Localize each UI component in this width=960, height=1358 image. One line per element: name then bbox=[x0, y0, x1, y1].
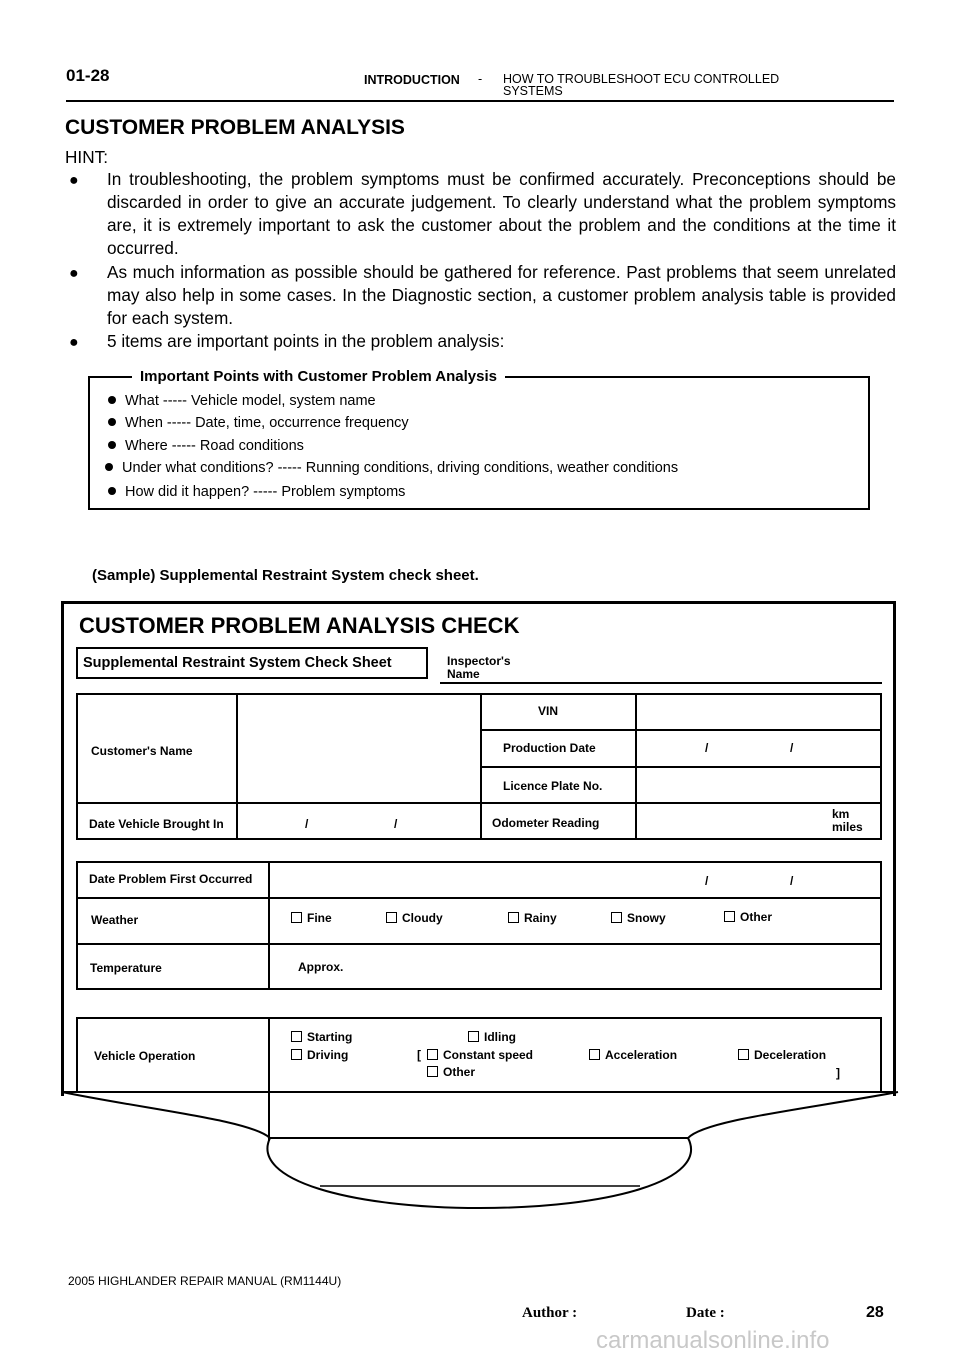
sheet-continuation-drawing bbox=[60, 1090, 900, 1220]
sample-caption: (Sample) Supplemental Restraint System check sheet. bbox=[92, 567, 479, 584]
production-date-slash: / bbox=[705, 741, 709, 755]
op-other-label: Other bbox=[443, 1065, 476, 1079]
header-rule bbox=[66, 100, 894, 102]
bullet-dot-icon bbox=[108, 418, 116, 426]
table1-hline-1 bbox=[480, 729, 882, 731]
point-text: What ----- Vehicle model, system name bbox=[125, 393, 376, 409]
unit-km: km bbox=[832, 807, 850, 821]
op-starting[interactable] bbox=[291, 1030, 352, 1044]
page-number: 01-28 bbox=[66, 66, 110, 85]
table3-right bbox=[880, 1017, 882, 1092]
hint-label: HINT: bbox=[65, 147, 108, 167]
weather-option-cloudy[interactable] bbox=[386, 911, 443, 925]
op-driving-label: Driving bbox=[307, 1048, 349, 1062]
point-text: Under what conditions? ----- Running conditions, driving conditions, weather conditions bbox=[122, 460, 679, 476]
inspector-label bbox=[447, 655, 511, 681]
op-acceleration-label: Acceleration bbox=[605, 1048, 678, 1062]
temperature-approx: Approx. bbox=[298, 960, 344, 974]
checkbox-icon[interactable] bbox=[611, 912, 622, 923]
bullet-2: ● bbox=[69, 265, 79, 282]
table3-left bbox=[76, 1017, 78, 1092]
weather-option-label: Rainy bbox=[524, 911, 557, 925]
hint-3: 5 items are important points in the problem analysis: bbox=[107, 331, 505, 351]
hint-1: In troubleshooting, the problem symptoms must be confirmed accurately. Preconceptions should be discarded in order to give an accurate judgement. To clearly understand what the problem symptoms are, it is extremely important to ask the customer about the problem and the conditions at the time it occurred. bbox=[107, 169, 896, 258]
footer-manual: 2005 HIGHLANDER REPAIR MANUAL (RM1144U) bbox=[68, 1274, 342, 1288]
point-item bbox=[105, 460, 678, 476]
production-date-slash: / bbox=[790, 741, 794, 755]
op-deceleration-label: Deceleration bbox=[754, 1048, 827, 1062]
sheet-frame-right bbox=[893, 601, 896, 1096]
weather-option-label: Snowy bbox=[627, 911, 666, 925]
op-idling-label: Idling bbox=[484, 1030, 516, 1044]
op-constant-speed[interactable] bbox=[427, 1048, 533, 1062]
checkbox-icon[interactable] bbox=[291, 1031, 302, 1042]
footer-page: 28 bbox=[866, 1304, 884, 1321]
point-text: When ----- Date, time, occurrence frequency bbox=[125, 415, 409, 431]
op-constant-speed-label: Constant speed bbox=[443, 1048, 534, 1062]
op-driving[interactable] bbox=[291, 1048, 348, 1062]
checkbox-icon[interactable] bbox=[468, 1031, 479, 1042]
vehicle-operation-label: Vehicle Operation bbox=[94, 1049, 196, 1063]
table3-top bbox=[76, 1017, 882, 1019]
checkbox-icon[interactable] bbox=[291, 912, 302, 923]
checkbox-icon[interactable] bbox=[724, 911, 735, 922]
check-sheet-subtitle: Supplemental Restraint System Check Sheet bbox=[76, 647, 428, 679]
bullet-dot-icon bbox=[108, 441, 116, 449]
header-subsection-line1: HOW TO TROUBLESHOOT ECU CONTROLLED bbox=[503, 72, 780, 86]
checkbox-icon[interactable] bbox=[508, 912, 519, 923]
date-first-occurred-slash: / bbox=[790, 874, 794, 888]
inspector-name-line bbox=[440, 682, 882, 684]
production-date-label: Production Date bbox=[503, 741, 596, 755]
checkbox-icon[interactable] bbox=[738, 1049, 749, 1060]
table1-vline-1 bbox=[236, 693, 238, 840]
header-dash: - bbox=[478, 72, 483, 86]
date-first-occurred-label: Date Problem First Occurred bbox=[89, 872, 253, 886]
bullet-dot-icon bbox=[108, 396, 116, 404]
weather-option-snowy[interactable] bbox=[611, 911, 666, 925]
bracket-close: ] bbox=[836, 1066, 840, 1080]
bullet-1: ● bbox=[69, 172, 79, 189]
checkbox-icon[interactable] bbox=[291, 1049, 302, 1060]
op-acceleration[interactable] bbox=[589, 1048, 677, 1062]
weather-option-rainy[interactable] bbox=[508, 911, 557, 925]
table1-hline-2 bbox=[480, 766, 882, 768]
date-first-occurred-slash: / bbox=[705, 874, 709, 888]
header-subsection-line2: SYSTEMS bbox=[503, 84, 563, 98]
table2-vline bbox=[268, 861, 270, 990]
op-deceleration[interactable] bbox=[738, 1048, 826, 1062]
table2-hline-2 bbox=[76, 943, 882, 945]
watermark-text: carmanualsonline.info bbox=[596, 1327, 830, 1354]
checkbox-icon[interactable] bbox=[427, 1066, 438, 1077]
checkbox-icon[interactable] bbox=[589, 1049, 600, 1060]
hint-2: As much information as possible should be gathered for reference. Past problems that seem unrelated may also help in some cases. In the Diagnostic section, a customer problem analysis table is provided for each system. bbox=[107, 262, 896, 328]
bullet-dot-icon bbox=[105, 463, 113, 471]
points-box-title: Important Points with Customer Problem Analysis bbox=[132, 368, 505, 385]
date-brought-in-slash: / bbox=[394, 817, 398, 831]
op-idling[interactable] bbox=[468, 1030, 516, 1044]
bullet-3: ● bbox=[69, 334, 79, 351]
checkbox-icon[interactable] bbox=[386, 912, 397, 923]
date-brought-in-label: Date Vehicle Brought In bbox=[89, 817, 224, 831]
temperature-label: Temperature bbox=[90, 961, 162, 975]
weather-label: Weather bbox=[91, 913, 139, 927]
weather-option-other[interactable] bbox=[724, 910, 772, 924]
licence-plate-label: Licence Plate No. bbox=[503, 779, 603, 793]
inspector-label-line1: Inspector's bbox=[447, 654, 511, 668]
footer-author-label: Author : bbox=[522, 1305, 578, 1321]
table1-hline-3 bbox=[76, 802, 882, 804]
section-title: CUSTOMER PROBLEM ANALYSIS bbox=[65, 116, 405, 139]
point-item bbox=[108, 484, 405, 500]
weather-option-label: Other bbox=[740, 910, 773, 924]
vin-label: VIN bbox=[538, 704, 559, 718]
header-section: INTRODUCTION bbox=[364, 73, 460, 87]
point-text: How did it happen? ----- Problem symptoms bbox=[125, 484, 406, 500]
op-other[interactable] bbox=[427, 1065, 475, 1079]
bullet-dot-icon bbox=[108, 487, 116, 495]
header-subsection bbox=[503, 73, 779, 97]
unit-miles: miles bbox=[832, 820, 863, 834]
point-item bbox=[108, 415, 409, 431]
point-item bbox=[108, 438, 304, 454]
op-starting-label: Starting bbox=[307, 1030, 353, 1044]
point-item bbox=[108, 393, 376, 409]
customer-name-label: Customer's Name bbox=[91, 744, 193, 758]
check-sheet-title: CUSTOMER PROBLEM ANALYSIS CHECK bbox=[79, 613, 520, 638]
date-brought-in-slash: / bbox=[305, 817, 309, 831]
footer-date-label: Date : bbox=[686, 1305, 725, 1321]
weather-option-label: Cloudy bbox=[402, 911, 443, 925]
checkbox-icon[interactable] bbox=[427, 1049, 438, 1060]
odometer-label: Odometer Reading bbox=[492, 816, 600, 830]
sheet-frame-left bbox=[61, 601, 64, 1096]
table2-hline-1 bbox=[76, 897, 882, 899]
point-text: Where ----- Road conditions bbox=[125, 438, 304, 454]
inspector-label-line2: Name bbox=[447, 667, 480, 681]
bracket-open: [ bbox=[417, 1048, 421, 1062]
sheet-frame-top bbox=[61, 601, 896, 604]
weather-option-label: Fine bbox=[307, 911, 332, 925]
weather-option-fine[interactable] bbox=[291, 911, 332, 925]
